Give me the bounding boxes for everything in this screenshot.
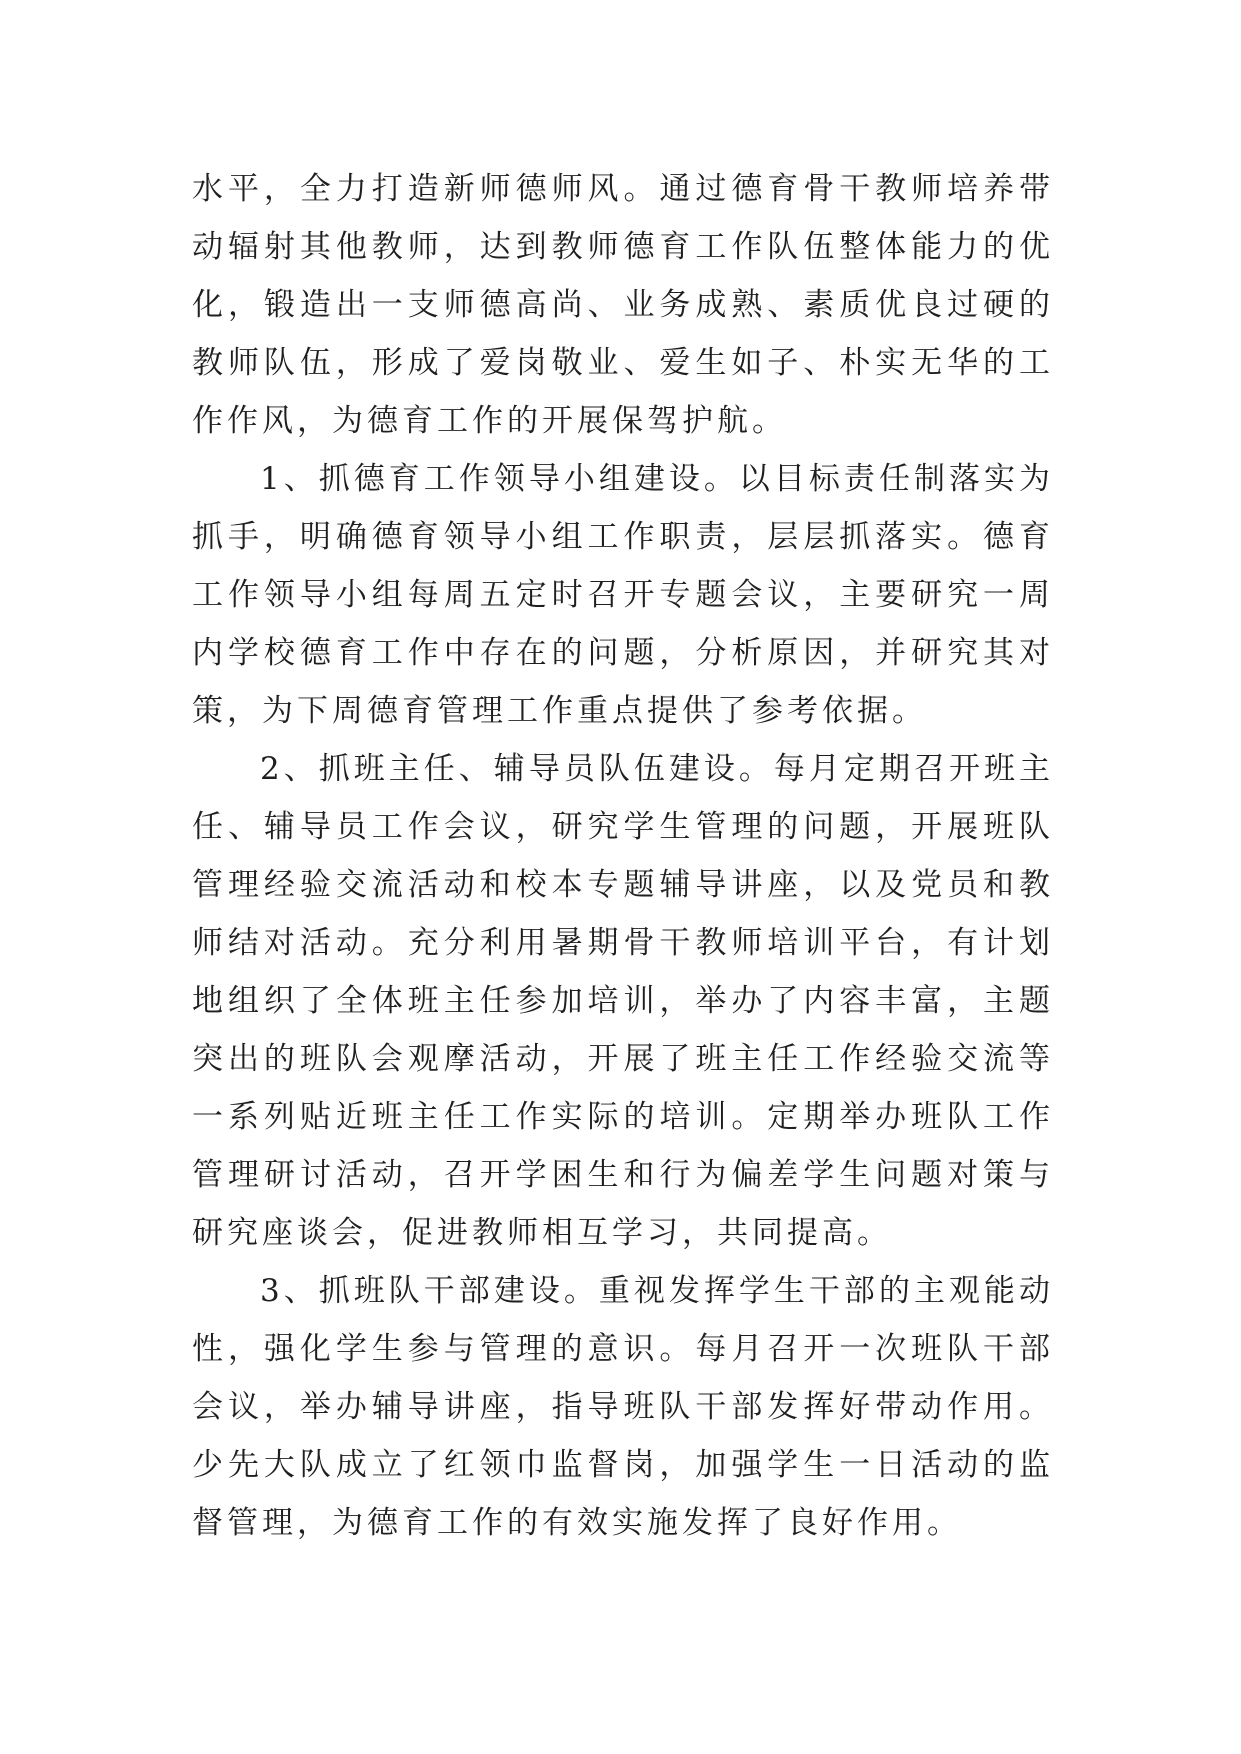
paragraph-item-2: 2、抓班主任、辅导员队伍建设。每月定期召开班主任、辅导员工作会议，研究学生管理的问题，开展班队管理经验交流活动和校本专题辅导讲座，以及党员和教师结对活动。充分利用暑期骨干教师培训平台，有计划地组织了全体班主任参加培训，举办了内容丰富，主题突出的班队会观摩活动，开展了班主任工作经验交流等一系列贴近班主任工作实际的培训。定期举办班队工作管理研讨活动，召开学困生和行为偏差学生问题对策与研究座谈会，促进教师相互学习，共同提高。: [192, 751, 1054, 1251]
paragraph-continuation: 水平，全力打造新师德师风。通过德育骨干教师培养带动辐射其他教师，达到教师德育工作队伍整体能力的优化，锻造出一支师德高尚、业务成熟、素质优良过硬的教师队伍，形成了爱岗敬业、爱生如子、朴实无华的工作作风，为德育工作的开展保驾护航。: [192, 171, 1054, 439]
paragraph-item-1: 1、抓德育工作领导小组建设。以目标责任制落实为抓手，明确德育领导小组工作职责，层层抓落实。德育工作领导小组每周五定时召开专题会议，主要研究一周内学校德育工作中存在的问题，分析原因，并研究其对策，为下周德育管理工作重点提供了参考依据。: [192, 461, 1054, 729]
body-text: [192, 160, 1054, 1552]
paragraph-item-3: 3、抓班队干部建设。重视发挥学生干部的主观能动性，强化学生参与管理的意识。每月召开一次班队干部会议，举办辅导讲座，指导班队干部发挥好带动作用。少先大队成立了红领巾监督岗，加强学生一日活动的监督管理，为德育工作的有效实施发挥了良好作用。: [192, 1273, 1054, 1541]
